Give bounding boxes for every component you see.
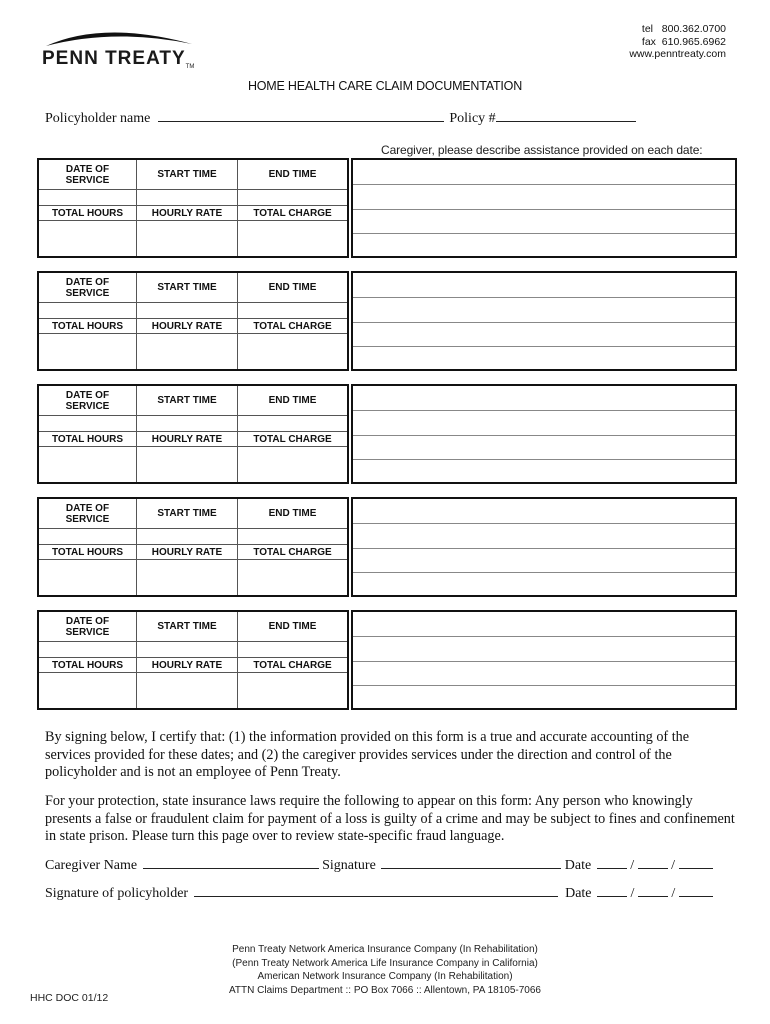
end-time-field[interactable] [238, 529, 347, 545]
start-time-field[interactable] [137, 190, 238, 206]
hourly-rate-field[interactable] [137, 221, 238, 256]
date-of-service-field[interactable] [39, 416, 137, 432]
end-time-header: END TIME [238, 499, 347, 529]
description-rule-line [353, 459, 735, 460]
start-time-field[interactable] [137, 303, 238, 319]
hourly-rate-field[interactable] [137, 334, 238, 369]
fax-line: fax 610.965.6962 [641, 35, 726, 48]
date-day-field-2[interactable] [638, 885, 668, 897]
description-rule-line [353, 233, 735, 234]
caregiver-name-field[interactable] [143, 857, 319, 869]
start-time-header: START TIME [137, 160, 238, 190]
footer-line-3: American Network Insurance Company (In Rehabilitation) [257, 971, 513, 982]
start-time-header: START TIME [137, 499, 238, 529]
signature-label: Signature [322, 858, 376, 873]
date-of-service-header: DATE OF SERVICE [39, 386, 137, 416]
total-hours-header: TOTAL HOURS [39, 432, 137, 447]
date-label: Date [564, 858, 592, 873]
total-hours-header: TOTAL HOURS [39, 206, 137, 221]
service-time-table [37, 384, 349, 484]
date-month-field-2[interactable] [597, 885, 627, 897]
service-block [37, 610, 737, 712]
certification-paragraph: By signing below, I certify that: (1) the information provided on this form is a true and accurate accounting of the services provided for these dates; and (2) the caregiver provides services under the direction and control of the policyholder and is not an employee of Penn Treaty. [45, 729, 690, 780]
end-time-header: END TIME [238, 386, 347, 416]
footer-address [0, 943, 770, 997]
hourly-rate-header: HOURLY RATE [137, 658, 238, 673]
date-of-service-header: DATE OF SERVICE [39, 499, 137, 529]
penn-treaty-logo [40, 24, 200, 68]
end-time-field[interactable] [238, 303, 347, 319]
policyholder-name-field[interactable] [158, 110, 444, 122]
date-of-service-header: DATE OF SERVICE [39, 273, 137, 303]
end-time-field[interactable] [238, 642, 347, 658]
service-block [37, 384, 737, 486]
caregiver-name-label: Caregiver Name [45, 858, 138, 873]
total-hours-field[interactable] [39, 560, 137, 595]
website-line: www.penntreaty.com [629, 48, 726, 60]
total-charge-header: TOTAL CHARGE [238, 658, 347, 673]
start-time-header: START TIME [137, 612, 238, 642]
description-rule-line [353, 346, 735, 347]
hourly-rate-header: HOURLY RATE [137, 319, 238, 334]
date-year-field-2[interactable] [679, 885, 713, 897]
date-label-2: Date [565, 886, 592, 901]
total-charge-field[interactable] [238, 334, 347, 369]
hourly-rate-header: HOURLY RATE [137, 432, 238, 447]
description-rule-line [353, 410, 735, 411]
policyholder-signature-field[interactable] [194, 885, 558, 897]
hourly-rate-field[interactable] [137, 673, 238, 708]
date-day-field[interactable] [638, 857, 668, 869]
policyholder-signature-row: Signature of policyholder Date / / [45, 885, 713, 902]
service-time-table [37, 497, 349, 597]
total-charge-header: TOTAL CHARGE [238, 432, 347, 447]
description-rule-line [353, 322, 735, 323]
total-charge-header: TOTAL CHARGE [238, 545, 347, 560]
service-time-table [37, 271, 349, 371]
description-rule-line [353, 661, 735, 662]
start-time-field[interactable] [137, 529, 238, 545]
total-hours-header: TOTAL HOURS [39, 545, 137, 560]
policyholder-name-label: Policyholder name [45, 111, 151, 126]
date-month-field[interactable] [597, 857, 627, 869]
description-rule-line [353, 523, 735, 524]
description-rule-line [353, 685, 735, 686]
end-time-header: END TIME [238, 160, 347, 190]
footer-line-1: Penn Treaty Network America Insurance Company (In Rehabilitation) [232, 944, 538, 955]
description-rule-line [353, 572, 735, 573]
service-block [37, 158, 737, 260]
start-time-header: START TIME [137, 386, 238, 416]
end-time-header: END TIME [238, 612, 347, 642]
assistance-description-field[interactable] [351, 497, 737, 597]
service-block [37, 497, 737, 599]
assistance-description-field[interactable] [351, 158, 737, 258]
date-of-service-field[interactable] [39, 303, 137, 319]
date-year-field[interactable] [679, 857, 713, 869]
description-rule-line [353, 209, 735, 210]
start-time-header: START TIME [137, 273, 238, 303]
service-time-table [37, 158, 349, 258]
hourly-rate-field[interactable] [137, 560, 238, 595]
date-of-service-field[interactable] [39, 529, 137, 545]
start-time-field[interactable] [137, 416, 238, 432]
logo-swoosh-icon [44, 24, 194, 50]
total-hours-field[interactable] [39, 673, 137, 708]
caregiver-signature-row: Caregiver Name Signature Date / / [45, 857, 713, 874]
description-rule-line [353, 297, 735, 298]
hourly-rate-header: HOURLY RATE [137, 545, 238, 560]
total-hours-field[interactable] [39, 447, 137, 482]
description-rule-line [353, 435, 735, 436]
policyholder-signature-label: Signature of policyholder [45, 886, 189, 901]
logo-wordmark: PENN TREATYTM [42, 48, 195, 70]
total-charge-field[interactable] [238, 221, 347, 256]
total-hours-header: TOTAL HOURS [39, 319, 137, 334]
document-title: HOME HEALTH CARE CLAIM DOCUMENTATION [247, 79, 523, 93]
description-rule-line [353, 548, 735, 549]
footer-line-2: (Penn Treaty Network America Life Insurance Company in California) [232, 957, 538, 969]
form-code: HHC DOC 01/12 [30, 992, 109, 1004]
total-hours-field[interactable] [39, 334, 137, 369]
total-charge-field[interactable] [238, 673, 347, 708]
policy-number-label: Policy # [449, 111, 496, 126]
end-time-field[interactable] [238, 190, 347, 206]
total-charge-header: TOTAL CHARGE [238, 319, 347, 334]
total-charge-field[interactable] [238, 447, 347, 482]
total-charge-header: TOTAL CHARGE [238, 206, 347, 221]
contact-info [629, 23, 726, 61]
assistance-description-field[interactable] [351, 384, 737, 484]
end-time-header: END TIME [238, 273, 347, 303]
footer-line-4: ATTN Claims Department :: PO Box 7066 :: Allentown, PA 18105-7066 [228, 984, 541, 996]
caregiver-signature-field[interactable] [381, 857, 561, 869]
service-block [37, 271, 737, 373]
policyholder-row [45, 110, 636, 127]
total-hours-field[interactable] [39, 221, 137, 256]
total-hours-header: TOTAL HOURS [39, 658, 137, 673]
hourly-rate-field[interactable] [137, 447, 238, 482]
fraud-notice-paragraph: For your protection, state insurance laws require the following to appear on this form: Any person who knowingly presents a false or fraudulent claim for payment of a loss is guilty of a crime and may be subject to fines and confinement in state prison. Please turn this page over to review state-specific fraud language. [45, 793, 735, 844]
date-of-service-header: DATE OF SERVICE [39, 160, 137, 190]
description-rule-line [353, 184, 735, 185]
date-of-service-header: DATE OF SERVICE [39, 612, 137, 642]
date-of-service-field[interactable] [39, 190, 137, 206]
description-rule-line [353, 636, 735, 637]
date-of-service-field[interactable] [39, 642, 137, 658]
assistance-description-field[interactable] [351, 610, 737, 710]
start-time-field[interactable] [137, 642, 238, 658]
service-time-table [37, 610, 349, 710]
assistance-description-field[interactable] [351, 271, 737, 371]
end-time-field[interactable] [238, 416, 347, 432]
hourly-rate-header: HOURLY RATE [137, 206, 238, 221]
tel-line: tel 800.362.0700 [641, 23, 726, 35]
total-charge-field[interactable] [238, 560, 347, 595]
caregiver-instruction: Caregiver, please describe assistance provided on each date: [381, 143, 703, 157]
policy-number-field[interactable] [496, 110, 636, 122]
